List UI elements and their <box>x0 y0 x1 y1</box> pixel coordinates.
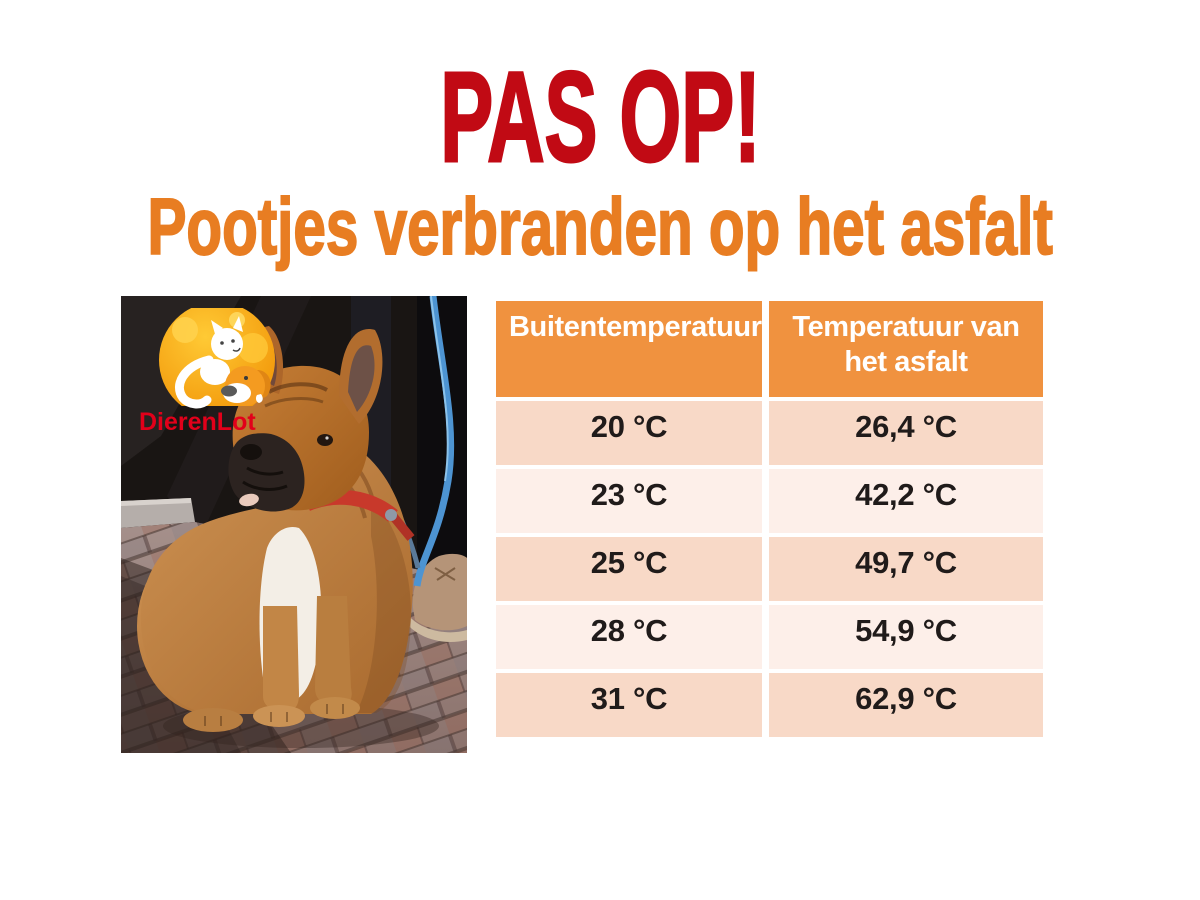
table-cell-asphalt-3: 54,9 °C <box>769 605 1043 669</box>
table-cell-out-4: 31 °C <box>496 673 762 737</box>
page-subtitle <box>0 182 1200 272</box>
table-cell-out-0: 20 °C <box>496 401 762 465</box>
table-header-asphalt-temp: Temperatuur van het asfalt <box>769 301 1043 397</box>
table-cell-out-2: 25 °C <box>496 537 762 601</box>
table-cell-asphalt-4: 62,9 °C <box>769 673 1043 737</box>
table-cell-asphalt-2: 49,7 °C <box>769 537 1043 601</box>
page-title-text: PAS OP! <box>439 46 761 189</box>
table-cell-asphalt-0: 26,4 °C <box>769 401 1043 465</box>
table-header-outside-temp: Buitentemperatuur <box>496 301 762 397</box>
page-subtitle-text: Pootjes verbranden op het asfalt <box>147 182 1053 271</box>
table-cell-asphalt-1: 42,2 °C <box>769 469 1043 533</box>
page-title <box>0 46 1200 189</box>
logo-text: DierenLot <box>139 408 256 436</box>
table-cell-out-3: 28 °C <box>496 605 762 669</box>
dog-photo <box>121 296 467 753</box>
temperature-table <box>496 301 1043 737</box>
dog-photo-illustration <box>121 296 467 753</box>
table-cell-out-1: 23 °C <box>496 469 762 533</box>
